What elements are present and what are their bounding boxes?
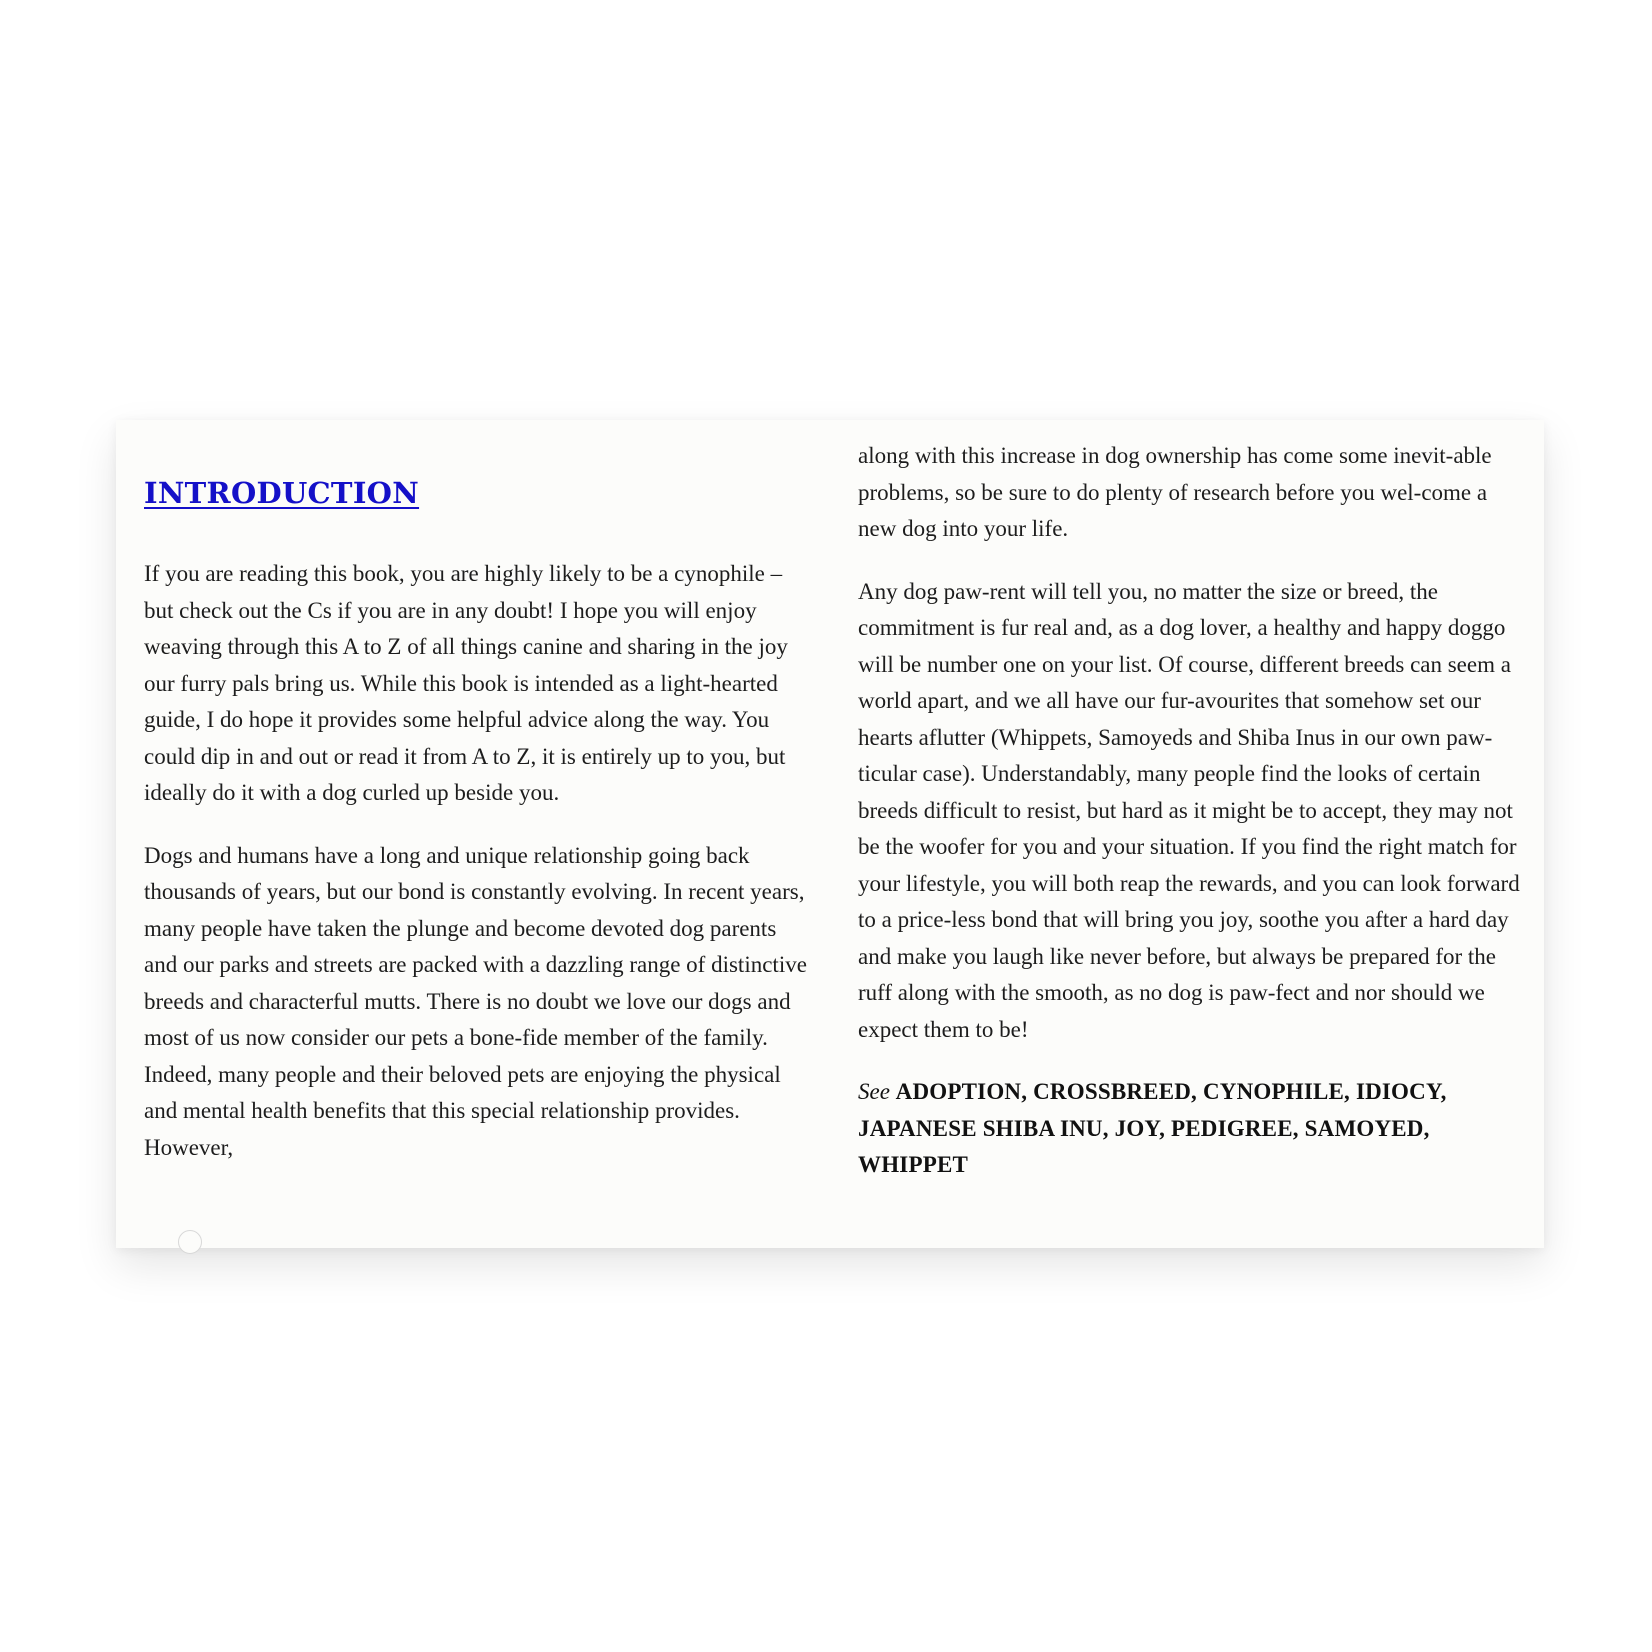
body-paragraph: Dogs and humans have a long and unique relationship going back thousands of years, but our bond is constantly evolving. In recent years, many people have taken the plunge and become devoted dog parents and our parks and streets are packed with a dazzling range of distinctive breeds and characterful mutts. There is no doubt we love our dogs and most of us now consider our pets a bone-fide member of the family. Indeed, many people and their beloved pets are enjoying the physical and mental health benefits that this special relationship provides. However,	[144, 842, 807, 1160]
body-paragraph: Any dog paw-rent will tell you, no matter the size or breed, the commitment is fur real and, as a dog lover, a healthy and happy doggo will be number one on your list. Of course, different breeds can seem a world apart, and we all have our fur-avourites that somehow set our hearts aflutter (Whippets, Samoyeds and Shiba Inus in our own paw-ticular case). Understandably, many people find the looks of certain breeds difficult to resist, but hard as it might be to accept, they may not be the woofer for you and your situation. If you find the right match for your lifestyle, you will both reap the rewards, and you can look forward to a price-less bond that will bring you joy, soothe you after a hard day and make you laugh like never before, but always be prepared for the ruff along with the smooth, as no dog is paw-fect and nor should we expect them to be!	[858, 578, 1520, 1042]
see-also-list: ADOPTION, CROSSBREED, CYNOPHILE, IDIOCY, JAPANESE SHIBA INU, JOY, PEDIGREE, SAMOYED, WHIPPET	[858, 1079, 1447, 1177]
body-paragraph: If you are reading this book, you are highly likely to be a cynophile – but check out the Cs if you are in any doubt! I hope you will enjoy weaving through this A to Z of all things canine and sharing in the joy our furry pals bring us. While this book is intended as a light-hearted guide, I do hope it provides some helpful advice along the way. You could dip in and out or read it from A to Z, it is entirely up to you, but ideally do it with a dog curled up beside you.	[144, 561, 788, 805]
chapter-title-link[interactable]: INTRODUCTION	[144, 476, 420, 510]
see-also-prefix: See	[858, 1079, 890, 1104]
see-also-references	[858, 1074, 1524, 1184]
right-page	[830, 420, 1544, 1248]
book-spread	[116, 420, 1544, 1248]
body-paragraph: along with this increase in dog ownership has come some inevit-able problems, so be sure to do plenty of research before you wel-come a new dog into your life.	[858, 443, 1492, 541]
left-page	[116, 420, 830, 1248]
page-marker-icon[interactable]	[178, 1230, 202, 1254]
